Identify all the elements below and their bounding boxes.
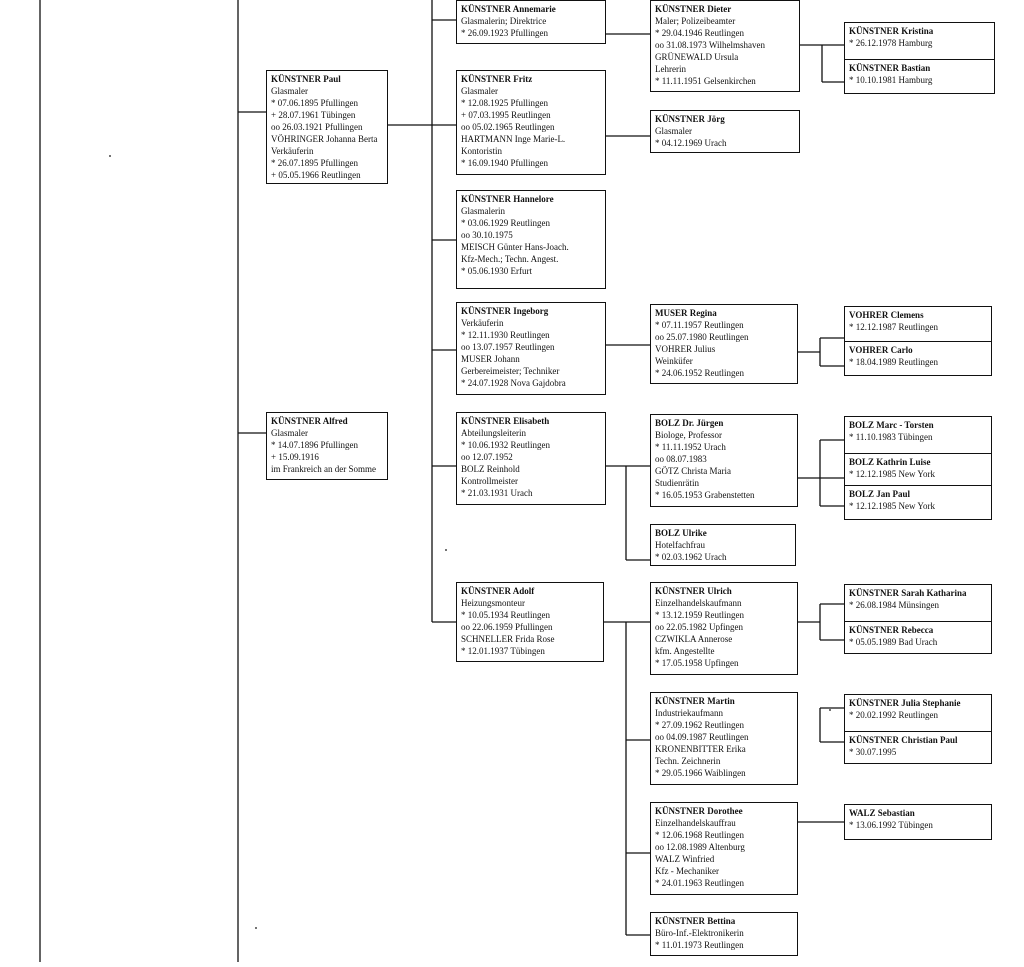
person-detail-line: Weinküfer — [655, 356, 693, 366]
person-detail-line: HARTMANN Inge Marie-L. — [461, 134, 566, 144]
person-box-bolz-juergen — [650, 414, 798, 507]
person-detail-line: * 12.06.1968 Reutlingen — [655, 830, 744, 840]
person-detail-line: Glasmaler — [271, 86, 308, 96]
person-detail-line: * 16.09.1940 Pfullingen — [461, 158, 548, 168]
person-detail-line: Gerbereimeister; Techniker — [461, 366, 560, 376]
person-detail-line: * 24.01.1963 Reutlingen — [655, 878, 744, 888]
person-name: KÜNSTNER Christian Paul — [849, 735, 958, 745]
person-name: KÜNSTNER Ulrich — [655, 586, 732, 596]
person-detail-line: * 10.05.1934 Reutlingen — [461, 610, 550, 620]
person-box-kuenstner-dorothee — [650, 802, 798, 895]
person-box-kuenstner-annemarie — [456, 0, 606, 44]
person-detail-line: * 12.12.1985 New York — [849, 469, 936, 479]
person-name: KÜNSTNER Dieter — [655, 4, 732, 14]
person-detail-line: oo 05.02.1965 Reutlingen — [461, 122, 555, 132]
person-name: KÜNSTNER Martin — [655, 696, 735, 706]
person-name: KÜNSTNER Kristina — [849, 26, 934, 36]
person-detail-line: * 14.07.1896 Pfullingen — [271, 440, 358, 450]
person-detail-line: + 28.07.1961 Tübingen — [271, 110, 356, 120]
person-name: KÜNSTNER Rebecca — [849, 625, 934, 635]
person-name: WALZ Sebastian — [849, 808, 915, 818]
person-detail-line: * 05.06.1930 Erfurt — [461, 266, 532, 276]
person-box-kuenstner-martin — [650, 692, 798, 785]
person-detail-line: Studienrätin — [655, 478, 699, 488]
person-detail-line: CZWIKLA Annerose — [655, 634, 733, 644]
children-group-ulrich — [844, 584, 992, 654]
person-detail-line: * 21.03.1931 Urach — [461, 488, 533, 498]
person-detail-line: Glasmalerin; Direktrice — [461, 16, 547, 26]
person-box-bolz-ulrike — [650, 524, 796, 566]
children-group-regina — [844, 306, 992, 376]
person-detail-line: * 29.05.1966 Waiblingen — [655, 768, 746, 778]
person-detail-line: * 11.10.1983 Tübingen — [849, 432, 933, 442]
person-detail-line: Kontoristin — [461, 146, 503, 156]
person-detail-line: * 12.12.1985 New York — [849, 501, 936, 511]
person-detail-line: Lehrerin — [655, 64, 686, 74]
person-name: BOLZ Dr. Jürgen — [655, 418, 724, 428]
person-detail-line: * 26.09.1923 Pfullingen — [461, 28, 548, 38]
person-detail-line: + 07.03.1995 Reutlingen — [461, 110, 551, 120]
person-detail-line: Heizungsmonteur — [461, 598, 525, 608]
person-name: BOLZ Ulrike — [655, 528, 707, 538]
person-detail-line: oo 12.08.1989 Altenburg — [655, 842, 745, 852]
person-detail-line: Kfz-Mech.; Techn. Angest. — [461, 254, 559, 264]
person-name: KÜNSTNER Bastian — [849, 63, 931, 73]
person-detail-line: Einzelhandelskauffrau — [655, 818, 736, 828]
person-box-kuenstner-dieter — [650, 0, 800, 92]
person-box-kuenstner-bettina — [650, 912, 798, 956]
person-detail-line: oo 04.09.1987 Reutlingen — [655, 732, 749, 742]
person-box-kuenstner-christian-paul — [845, 731, 991, 763]
person-detail-line: * 07.11.1957 Reutlingen — [655, 320, 744, 330]
person-detail-line: oo 26.03.1921 Pfullingen — [271, 122, 363, 132]
person-name: VOHRER Clemens — [849, 310, 924, 320]
person-box-muser-regina — [650, 304, 798, 384]
person-box-kuenstner-adolf — [456, 582, 604, 662]
person-detail-line: Verkäuferin — [461, 318, 504, 328]
person-name: KÜNSTNER Fritz — [461, 74, 533, 84]
person-detail-line: Glasmaler — [271, 428, 308, 438]
person-detail-line: Maler; Polizeibeamter — [655, 16, 736, 26]
person-box-kuenstner-ingeborg — [456, 302, 606, 395]
person-detail-line: oo 30.10.1975 — [461, 230, 513, 240]
person-box-vohrer-carlo — [845, 341, 991, 375]
person-box-bolz-marc-torsten — [845, 417, 991, 453]
children-group-juergen — [844, 416, 992, 520]
person-detail-line: Techn. Zeichnerin — [655, 756, 721, 766]
person-name: KÜNSTNER Elisabeth — [461, 416, 550, 426]
person-detail-line: Kfz - Mechaniker — [655, 866, 719, 876]
person-name: KÜNSTNER Julia Stephanie — [849, 698, 961, 708]
person-detail-line: oo 08.07.1983 — [655, 454, 707, 464]
person-detail-line: * 30.07.1995 — [849, 747, 897, 757]
person-detail-line: Büro-Inf.-Elektronikerin — [655, 928, 744, 938]
person-box-kuenstner-kristina — [845, 23, 994, 59]
person-detail-line: * 20.02.1992 Reutlingen — [849, 710, 938, 720]
person-name: KÜNSTNER Dorothee — [655, 806, 743, 816]
person-name: BOLZ Jan Paul — [849, 489, 911, 499]
person-detail-line: * 16.05.1953 Grabenstetten — [655, 490, 755, 500]
person-detail-line: Verkäuferin — [271, 146, 314, 156]
person-detail-line: * 18.04.1989 Reutlingen — [849, 357, 938, 367]
person-detail-line: MUSER Johann — [461, 354, 520, 364]
person-detail-line: * 26.08.1984 Münsingen — [849, 600, 939, 610]
person-detail-line: SCHNELLER Frida Rose — [461, 634, 555, 644]
person-name: KÜNSTNER Sarah Katharina — [849, 588, 967, 598]
person-name: KÜNSTNER Paul — [271, 74, 341, 84]
person-box-kuenstner-ulrich — [650, 582, 798, 675]
person-detail-line: * 05.05.1989 Bad Urach — [849, 637, 938, 647]
person-detail-line: VOHRER Julius — [655, 344, 716, 354]
person-name: VOHRER Carlo — [849, 345, 913, 355]
children-group-martin — [844, 694, 992, 764]
person-box-kuenstner-alfred — [266, 412, 388, 480]
person-detail-line: GRÜNEWALD Ursula — [655, 52, 739, 62]
person-detail-line: * 11.11.1951 Gelsenkirchen — [655, 76, 756, 86]
person-detail-line: * 12.12.1987 Reutlingen — [849, 322, 938, 332]
person-name: KÜNSTNER Ingeborg — [461, 306, 549, 316]
person-detail-line: * 12.01.1937 Tübingen — [461, 646, 545, 656]
person-name: KÜNSTNER Bettina — [655, 916, 736, 926]
person-name: BOLZ Kathrin Luise — [849, 457, 931, 467]
person-detail-line: * 11.11.1952 Urach — [655, 442, 726, 452]
person-detail-line: Industriekaufmann — [655, 708, 723, 718]
person-detail-line: * 24.06.1952 Reutlingen — [655, 368, 744, 378]
person-box-walz-sebastian — [844, 804, 992, 840]
person-detail-line: Glasmaler — [655, 126, 692, 136]
person-detail-line: * 03.06.1929 Reutlingen — [461, 218, 550, 228]
person-box-kuenstner-hannelore — [456, 190, 606, 289]
person-detail-line: oo 31.08.1973 Wilhelmshaven — [655, 40, 765, 50]
person-box-kuenstner-sarah-katharina — [845, 585, 991, 621]
person-detail-line: * 11.01.1973 Reutlingen — [655, 940, 744, 950]
person-name: KÜNSTNER Adolf — [461, 586, 535, 596]
person-box-kuenstner-joerg — [650, 110, 800, 153]
person-name: KÜNSTNER Alfred — [271, 416, 348, 426]
person-detail-line: im Frankreich an der Somme — [271, 464, 376, 474]
person-detail-line: * 02.03.1962 Urach — [655, 552, 727, 562]
person-detail-line: kfm. Angestellte — [655, 646, 715, 656]
person-detail-line: * 24.07.1928 Nova Gajdobra — [461, 378, 566, 388]
person-detail-line: Glasmalerin — [461, 206, 505, 216]
person-detail-line: WALZ Winfried — [655, 854, 715, 864]
person-box-kuenstner-rebecca — [845, 621, 991, 653]
person-detail-line: VÖHRINGER Johanna Berta — [271, 134, 378, 144]
person-detail-line: + 15.09.1916 — [271, 452, 319, 462]
person-detail-line: * 29.04.1946 Reutlingen — [655, 28, 744, 38]
person-detail-line: + 05.05.1966 Reutlingen — [271, 170, 361, 180]
person-detail-line: Hotelfachfrau — [655, 540, 705, 550]
person-detail-line: MEISCH Günter Hans-Joach. — [461, 242, 569, 252]
person-detail-line: Kontrollmeister — [461, 476, 518, 486]
person-detail-line: * 26.12.1978 Hamburg — [849, 38, 933, 48]
person-detail-line: oo 12.07.1952 — [461, 452, 513, 462]
person-detail-line: Abteilungsleiterin — [461, 428, 526, 438]
person-box-bolz-jan-paul — [845, 485, 991, 518]
person-detail-line: GÖTZ Christa Maria — [655, 466, 731, 476]
person-box-vohrer-clemens — [845, 307, 991, 341]
person-box-kuenstner-fritz — [456, 70, 606, 175]
person-detail-line: * 12.08.1925 Pfullingen — [461, 98, 548, 108]
person-box-kuenstner-paul — [266, 70, 388, 184]
person-detail-line: * 07.06.1895 Pfullingen — [271, 98, 358, 108]
person-detail-line: * 27.09.1962 Reutlingen — [655, 720, 744, 730]
person-name: BOLZ Marc - Torsten — [849, 420, 934, 430]
person-detail-line: oo 22.06.1959 Pfullingen — [461, 622, 553, 632]
person-detail-line: oo 22.05.1982 Upfingen — [655, 622, 743, 632]
person-detail-line: KRONENBITTER Erika — [655, 744, 746, 754]
person-detail-line: * 26.07.1895 Pfullingen — [271, 158, 358, 168]
person-box-kuenstner-elisabeth — [456, 412, 606, 505]
person-detail-line: * 10.06.1932 Reutlingen — [461, 440, 550, 450]
children-group-dieter — [844, 22, 995, 94]
person-name: KÜNSTNER Annemarie — [461, 4, 556, 14]
person-detail-line: oo 13.07.1957 Reutlingen — [461, 342, 555, 352]
person-box-kuenstner-julia-stephanie — [845, 695, 991, 731]
person-detail-line: * 13.06.1992 Tübingen — [849, 820, 933, 830]
person-detail-line: * 17.05.1958 Upfingen — [655, 658, 739, 668]
person-detail-line: * 13.12.1959 Reutlingen — [655, 610, 744, 620]
person-detail-line: * 10.10.1981 Hamburg — [849, 75, 933, 85]
person-name: MUSER Regina — [655, 308, 717, 318]
person-detail-line: Biologe, Professor — [655, 430, 722, 440]
person-detail-line: BOLZ Reinhold — [461, 464, 520, 474]
person-detail-line: Glasmaler — [461, 86, 498, 96]
person-box-kuenstner-bastian — [845, 59, 994, 93]
person-box-bolz-kathrin-luise — [845, 453, 991, 485]
person-detail-line: Einzelhandelskaufmann — [655, 598, 742, 608]
person-name: KÜNSTNER Hannelore — [461, 194, 554, 204]
person-detail-line: oo 25.07.1980 Reutlingen — [655, 332, 749, 342]
person-name: KÜNSTNER Jörg — [655, 114, 725, 124]
person-detail-line: * 04.12.1969 Urach — [655, 138, 727, 148]
person-detail-line: * 12.11.1930 Reutlingen — [461, 330, 550, 340]
